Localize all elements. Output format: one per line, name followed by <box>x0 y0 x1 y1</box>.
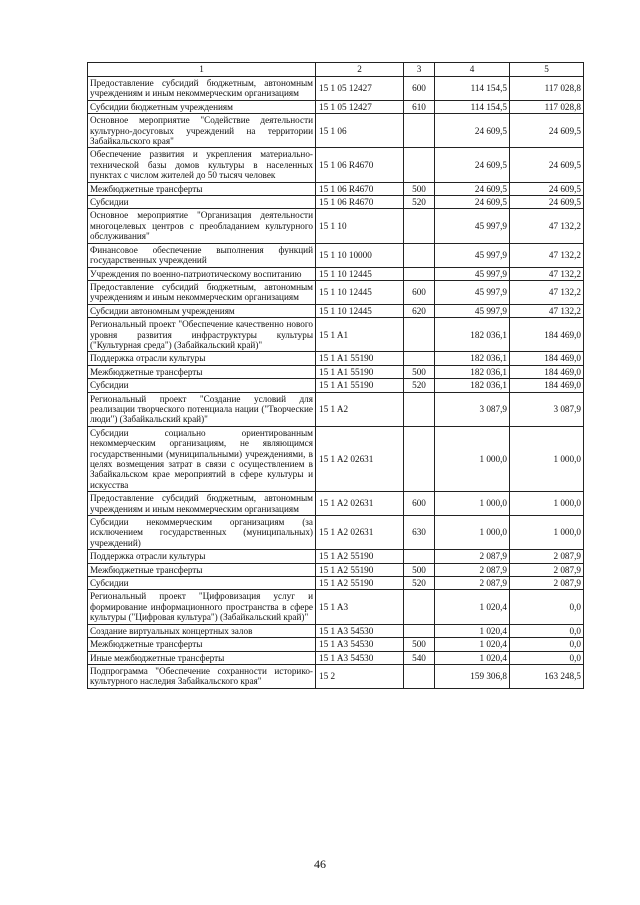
row-expense-type <box>404 267 435 280</box>
header-cell: 5 <box>510 63 584 77</box>
row-expense-type: 600 <box>404 492 435 516</box>
row-amount-year2: 2 087,9 <box>510 577 584 590</box>
table-row <box>88 280 584 304</box>
row-expense-type <box>404 209 435 243</box>
row-expense-type: 600 <box>404 77 435 101</box>
budget-table <box>87 62 584 689</box>
row-expense-type <box>404 426 435 491</box>
table-row <box>88 638 584 651</box>
row-expense-type <box>404 392 435 426</box>
page-number: 46 <box>314 857 326 871</box>
row-name: Субсидии социально ориентированным некоммерческим организациям, не являющимся государственными (муниципальными) учреждениями, в целях возмещения затрат в связи с осуществлением в Забайкальском крае мероприятий в сфере культуры и искусства <box>88 426 316 491</box>
row-name: Субсидии автономным учреждениям <box>88 304 316 317</box>
row-amount-year2: 24 609,5 <box>510 148 584 182</box>
row-name: Межбюджетные трансферты <box>88 182 316 195</box>
row-amount-year1: 114 154,5 <box>435 77 510 101</box>
row-expense-type <box>404 624 435 637</box>
row-amount-year1: 1 020,4 <box>435 624 510 637</box>
row-amount-year1: 24 609,5 <box>435 196 510 209</box>
table-row <box>88 426 584 491</box>
row-amount-year1: 182 036,1 <box>435 318 510 352</box>
row-amount-year1: 3 087,9 <box>435 392 510 426</box>
row-expense-type <box>404 148 435 182</box>
row-amount-year1: 45 997,9 <box>435 267 510 280</box>
row-amount-year2: 47 132,2 <box>510 209 584 243</box>
row-code: 15 1 05 12427 <box>316 77 404 101</box>
row-code: 15 1 A2 02631 <box>316 516 404 550</box>
row-expense-type: 500 <box>404 563 435 576</box>
row-name: Межбюджетные трансферты <box>88 563 316 576</box>
row-code: 15 1 A2 <box>316 392 404 426</box>
table-row <box>88 77 584 101</box>
row-code: 15 1 06 R4670 <box>316 148 404 182</box>
row-code: 15 1 06 R4670 <box>316 182 404 195</box>
row-name: Предоставление субсидий бюджетным, автономным учреждениям и иным некоммерческим организациям <box>88 280 316 304</box>
table-row <box>88 352 584 365</box>
table-row <box>88 664 584 688</box>
header-cell: 2 <box>316 63 404 77</box>
row-amount-year2: 3 087,9 <box>510 392 584 426</box>
table-row <box>88 624 584 637</box>
row-expense-type <box>404 114 435 148</box>
row-name: Субсидии <box>88 196 316 209</box>
row-amount-year1: 45 997,9 <box>435 209 510 243</box>
table-row <box>88 492 584 516</box>
row-name: Финансовое обеспечение выполнения функций государственных учреждений <box>88 243 316 267</box>
row-amount-year2: 1 000,0 <box>510 492 584 516</box>
row-code: 15 1 10 12445 <box>316 304 404 317</box>
row-code: 15 1 A1 55190 <box>316 379 404 392</box>
row-name: Поддержка отрасли культуры <box>88 550 316 563</box>
row-amount-year2: 117 028,8 <box>510 100 584 113</box>
row-amount-year2: 0,0 <box>510 590 584 624</box>
header-cell: 3 <box>404 63 435 77</box>
row-name: Региональный проект "Цифровизация услуг и формирование информационного пространства в сфере культуры ("Цифровая культура") (Забайкальский край)" <box>88 590 316 624</box>
table-row <box>88 577 584 590</box>
row-code: 15 1 06 <box>316 114 404 148</box>
row-amount-year1: 182 036,1 <box>435 379 510 392</box>
row-name: Субсидии <box>88 379 316 392</box>
row-code: 15 1 10 12445 <box>316 267 404 280</box>
row-amount-year1: 1 000,0 <box>435 516 510 550</box>
row-expense-type: 500 <box>404 365 435 378</box>
row-amount-year1: 1 020,4 <box>435 638 510 651</box>
row-code: 15 1 A2 02631 <box>316 426 404 491</box>
row-name: Поддержка отрасли культуры <box>88 352 316 365</box>
row-expense-type: 520 <box>404 379 435 392</box>
row-amount-year1: 24 609,5 <box>435 114 510 148</box>
table-row <box>88 651 584 664</box>
row-expense-type: 620 <box>404 304 435 317</box>
row-code: 15 1 A3 54530 <box>316 651 404 664</box>
table-row <box>88 148 584 182</box>
row-name: Региональный проект "Обеспечение качественно нового уровня развития инфраструктуры культуры ("Культурная среда") (Забайкальский край)" <box>88 318 316 352</box>
table-row <box>88 243 584 267</box>
table-row <box>88 267 584 280</box>
row-amount-year2: 24 609,5 <box>510 114 584 148</box>
row-name: Предоставление субсидий бюджетным, автономным учреждениям и иным некоммерческим организациям <box>88 492 316 516</box>
row-amount-year1: 1 020,4 <box>435 651 510 664</box>
row-expense-type: 500 <box>404 182 435 195</box>
table-header-row <box>88 63 584 77</box>
row-amount-year2: 117 028,8 <box>510 77 584 101</box>
row-amount-year2: 1 000,0 <box>510 516 584 550</box>
table-row <box>88 209 584 243</box>
row-expense-type: 610 <box>404 100 435 113</box>
row-expense-type: 520 <box>404 196 435 209</box>
table-row <box>88 182 584 195</box>
row-name: Иные межбюджетные трансферты <box>88 651 316 664</box>
row-code: 15 1 10 10000 <box>316 243 404 267</box>
row-expense-type: 600 <box>404 280 435 304</box>
row-amount-year2: 47 132,2 <box>510 304 584 317</box>
row-code: 15 1 A2 55190 <box>316 563 404 576</box>
row-amount-year2: 1 000,0 <box>510 426 584 491</box>
table-row <box>88 516 584 550</box>
row-code: 15 1 A1 <box>316 318 404 352</box>
row-amount-year1: 2 087,9 <box>435 550 510 563</box>
row-code: 15 1 A2 55190 <box>316 577 404 590</box>
row-amount-year1: 182 036,1 <box>435 365 510 378</box>
row-amount-year1: 1 020,4 <box>435 590 510 624</box>
table-row <box>88 196 584 209</box>
row-expense-type <box>404 550 435 563</box>
row-amount-year1: 159 306,8 <box>435 664 510 688</box>
row-expense-type: 500 <box>404 638 435 651</box>
row-name: Подпрограмма "Обеспечение сохранности историко-культурного наследия Забайкальского края" <box>88 664 316 688</box>
row-expense-type <box>404 590 435 624</box>
table-row <box>88 392 584 426</box>
row-code: 15 1 10 12445 <box>316 280 404 304</box>
table-row <box>88 379 584 392</box>
row-name: Основное мероприятие "Содействие деятельности культурно-досуговых учреждений на территории Забайкальского края" <box>88 114 316 148</box>
row-amount-year1: 24 609,5 <box>435 148 510 182</box>
row-expense-type <box>404 243 435 267</box>
row-name: Межбюджетные трансферты <box>88 638 316 651</box>
header-cell: 4 <box>435 63 510 77</box>
row-amount-year2: 184 469,0 <box>510 318 584 352</box>
row-code: 15 1 06 R4670 <box>316 196 404 209</box>
table-row <box>88 590 584 624</box>
row-name: Основное мероприятие "Организация деятельности многоцелевых центров с преобладанием культурного обслуживания" <box>88 209 316 243</box>
row-amount-year2: 0,0 <box>510 638 584 651</box>
row-amount-year2: 184 469,0 <box>510 352 584 365</box>
row-name: Предоставление субсидий бюджетным, автономным учреждениям и иным некоммерческим организациям <box>88 77 316 101</box>
row-amount-year1: 114 154,5 <box>435 100 510 113</box>
row-expense-type <box>404 318 435 352</box>
row-name: Субсидии некоммерческим организациям (за исключением государственных (муниципальных) учреждений) <box>88 516 316 550</box>
row-amount-year1: 24 609,5 <box>435 182 510 195</box>
table-row <box>88 550 584 563</box>
row-code: 15 2 <box>316 664 404 688</box>
row-amount-year1: 45 997,9 <box>435 280 510 304</box>
row-amount-year1: 45 997,9 <box>435 304 510 317</box>
table-row <box>88 304 584 317</box>
row-amount-year2: 184 469,0 <box>510 365 584 378</box>
row-amount-year1: 1 000,0 <box>435 426 510 491</box>
row-code: 15 1 A1 55190 <box>316 352 404 365</box>
row-amount-year2: 24 609,5 <box>510 182 584 195</box>
row-amount-year2: 2 087,9 <box>510 563 584 576</box>
row-code: 15 1 A3 54530 <box>316 638 404 651</box>
row-amount-year1: 2 087,9 <box>435 563 510 576</box>
row-name: Субсидии <box>88 577 316 590</box>
row-amount-year2: 0,0 <box>510 624 584 637</box>
row-amount-year2: 47 132,2 <box>510 243 584 267</box>
header-cell: 1 <box>88 63 316 77</box>
row-name: Субсидии бюджетным учреждениям <box>88 100 316 113</box>
row-expense-type: 630 <box>404 516 435 550</box>
row-amount-year2: 2 087,9 <box>510 550 584 563</box>
row-expense-type: 520 <box>404 577 435 590</box>
row-code: 15 1 A2 02631 <box>316 492 404 516</box>
row-expense-type <box>404 352 435 365</box>
table-row <box>88 100 584 113</box>
table-row <box>88 318 584 352</box>
row-expense-type <box>404 664 435 688</box>
row-amount-year2: 184 469,0 <box>510 379 584 392</box>
row-code: 15 1 A3 54530 <box>316 624 404 637</box>
row-name: Обеспечение развития и укрепления материально-технической базы домов культуры в населенных пунктах с числом жителей до 50 тысяч человек <box>88 148 316 182</box>
row-amount-year1: 45 997,9 <box>435 243 510 267</box>
row-amount-year2: 24 609,5 <box>510 196 584 209</box>
row-name: Межбюджетные трансферты <box>88 365 316 378</box>
row-amount-year1: 2 087,9 <box>435 577 510 590</box>
row-code: 15 1 A3 <box>316 590 404 624</box>
row-code: 15 1 05 12427 <box>316 100 404 113</box>
row-amount-year2: 47 132,2 <box>510 267 584 280</box>
row-code: 15 1 10 <box>316 209 404 243</box>
row-name: Создание виртуальных концертных залов <box>88 624 316 637</box>
table-row <box>88 563 584 576</box>
row-name: Региональный проект "Создание условий для реализации творческого потенциала нации ("Творческие люди") (Забайкальский край)" <box>88 392 316 426</box>
row-name: Учреждения по военно-патриотическому воспитанию <box>88 267 316 280</box>
row-expense-type: 540 <box>404 651 435 664</box>
row-amount-year1: 1 000,0 <box>435 492 510 516</box>
row-amount-year2: 163 248,5 <box>510 664 584 688</box>
row-code: 15 1 A1 55190 <box>316 365 404 378</box>
row-amount-year2: 47 132,2 <box>510 280 584 304</box>
table-row <box>88 365 584 378</box>
row-code: 15 1 A2 55190 <box>316 550 404 563</box>
row-amount-year2: 0,0 <box>510 651 584 664</box>
table-row <box>88 114 584 148</box>
row-amount-year1: 182 036,1 <box>435 352 510 365</box>
